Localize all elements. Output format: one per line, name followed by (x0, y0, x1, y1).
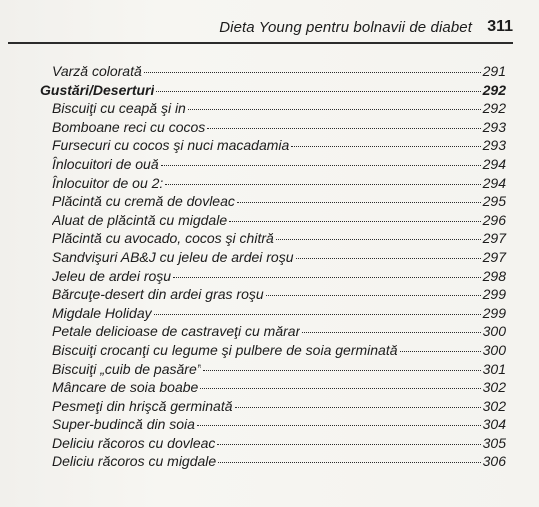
toc-entry-page: 294 (482, 174, 506, 191)
toc-entry-page: 301 (482, 360, 506, 377)
toc-entry (40, 304, 506, 323)
dot-leader (276, 239, 481, 240)
toc-entry-title: Petale delicioase de castraveţi cu mărar (52, 323, 301, 340)
dot-leader (203, 370, 480, 371)
dot-leader (229, 221, 481, 222)
toc-entry-title: Plăcintă cu cremă de dovleac (52, 193, 235, 210)
dot-leader (200, 388, 480, 389)
dot-leader (197, 425, 481, 426)
dot-leader (291, 146, 480, 147)
toc-entry-page: 300 (482, 323, 506, 340)
running-header (0, 18, 539, 40)
dot-leader (161, 165, 481, 166)
toc-entry-page: 304 (482, 416, 506, 433)
toc-entry-page: 305 (482, 434, 506, 451)
toc-entry-title: Plăcintă cu avocado, cocos şi chitră (52, 230, 274, 247)
toc-entry-page: 297 (482, 230, 506, 247)
toc-entry-title: Migdale Holiday (52, 304, 152, 321)
toc-entry (40, 155, 506, 174)
toc-entry-title: Jeleu de ardei roşu (52, 267, 172, 284)
toc-entry-page: 300 (482, 341, 506, 358)
toc-entry-page: 293 (482, 137, 506, 154)
dot-leader (165, 184, 480, 185)
toc-entry-page: 302 (482, 397, 506, 414)
toc-entry-page: 299 (482, 286, 506, 303)
toc-entry (40, 341, 506, 360)
toc-entry-title: Bomboane reci cu cocos (52, 118, 206, 135)
dot-leader (235, 407, 481, 408)
dot-leader (154, 314, 481, 315)
dot-leader (144, 72, 481, 73)
toc-entry-title: Fursecuri cu cocos şi nuci macadamia (52, 137, 290, 154)
running-title: Dieta Young pentru bolnavii de diabet (219, 19, 472, 36)
toc-entry-title: Mâncare de soia boabe (52, 379, 199, 396)
toc-entry (40, 434, 506, 453)
toc-entry-title: Înlocuitor de ou 2: (52, 174, 164, 191)
toc-entry-page: 292 (482, 100, 506, 117)
toc-entry (40, 248, 506, 267)
toc-entry-page: 292 (482, 81, 506, 98)
toc-entry (40, 397, 506, 416)
toc-entry-title: Biscuiţi cu ceapă şi in (52, 100, 186, 117)
dot-leader (296, 258, 481, 259)
toc-entry-title: Deliciu răcoros cu dovleac (52, 434, 216, 451)
dot-leader (400, 351, 481, 352)
toc-entry (40, 267, 506, 286)
toc-entry (40, 229, 506, 248)
toc-entry (40, 99, 506, 118)
toc-entry-page: 302 (482, 379, 506, 396)
toc-entry-title: Biscuiţi „cuib de pasăre” (52, 360, 202, 377)
toc-entry (40, 174, 506, 193)
toc-entry-page: 295 (482, 193, 506, 210)
header-rule (8, 42, 513, 44)
toc-entry (40, 378, 506, 397)
toc-entry-page: 298 (482, 267, 506, 284)
toc-section-heading (40, 81, 506, 100)
toc-entry-page: 297 (482, 248, 506, 265)
toc-entry (40, 360, 506, 379)
dot-leader (156, 91, 480, 92)
toc-entry-title: Varză colorată (52, 63, 142, 79)
toc-entry (40, 211, 506, 230)
dot-leader (302, 332, 480, 333)
table-of-contents (40, 62, 506, 471)
dot-leader (207, 128, 480, 129)
toc-entry (40, 62, 506, 81)
dot-leader (237, 202, 481, 203)
toc-entry (40, 118, 506, 137)
toc-entry-title: Super-budincă din soia (52, 416, 195, 433)
toc-entry-title: Gustări/Deserturi (40, 81, 155, 98)
toc-entry-title: Aluat de plăcintă cu migdale (52, 211, 228, 228)
toc-entry-title: Deliciu răcoros cu migdale (52, 453, 217, 470)
dot-leader (173, 277, 481, 278)
toc-entry-page: 293 (482, 118, 506, 135)
toc-entry (40, 415, 506, 434)
toc-entry-page: 294 (482, 155, 506, 172)
toc-entry-page: 306 (482, 453, 506, 470)
toc-entry (40, 136, 506, 155)
toc-entry (40, 285, 506, 304)
toc-entry-title: Biscuiţi crocanţi cu legume şi pulbere de soia germinată (52, 341, 398, 358)
toc-entry-page: 296 (482, 211, 506, 228)
toc-entry-title: Pesmeţi din hrişcă germinată (52, 397, 233, 414)
toc-entry-title: Înlocuitori de ouă (52, 155, 159, 172)
toc-entry (40, 452, 506, 471)
dot-leader (188, 109, 481, 110)
toc-entry (40, 192, 506, 211)
toc-entry-title: Sandvişuri AB&J cu jeleu de ardei roşu (52, 248, 294, 265)
toc-entry-page: 291 (482, 63, 506, 79)
toc-entry (40, 322, 506, 341)
dot-leader (218, 462, 480, 463)
dot-leader (217, 444, 480, 445)
page-number: 311 (487, 18, 513, 35)
toc-entry-title: Bărcuţe-desert din ardei gras roşu (52, 286, 264, 303)
toc-entry-page: 299 (482, 304, 506, 321)
dot-leader (266, 295, 481, 296)
